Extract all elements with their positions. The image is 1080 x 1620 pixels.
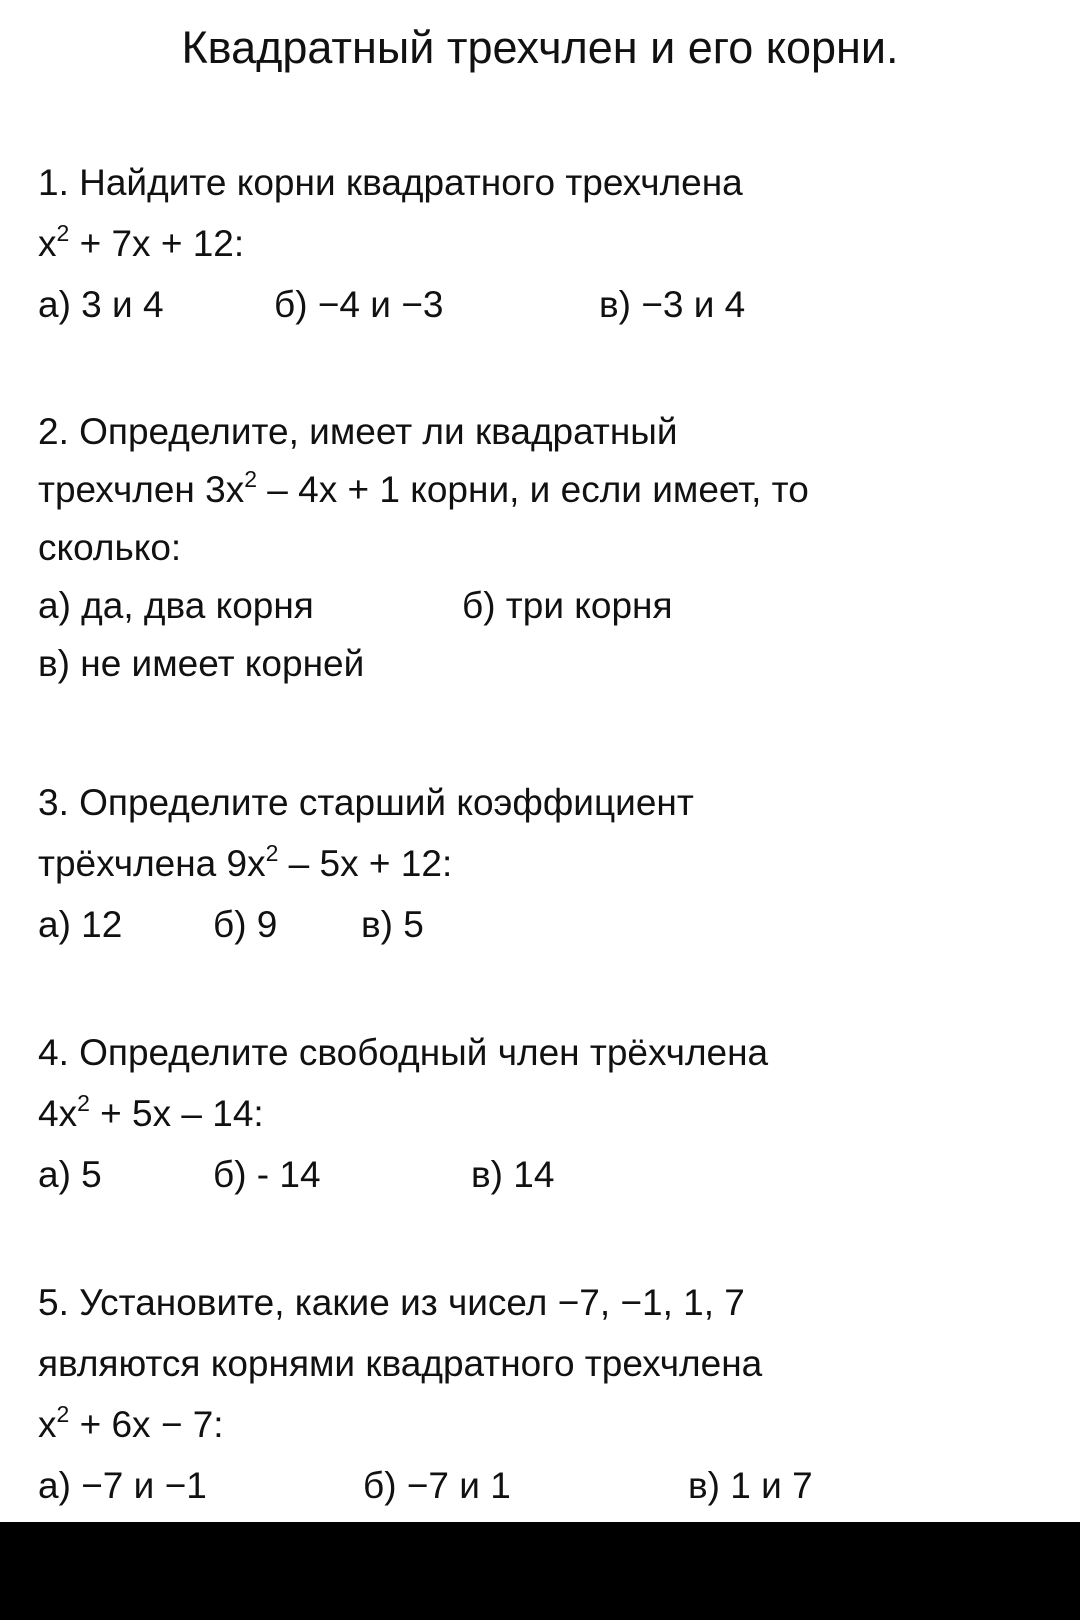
question-4 bbox=[38, 1022, 1068, 1205]
question-2-options-row2 bbox=[38, 635, 1068, 693]
question-1 bbox=[38, 152, 1068, 335]
option-a: а) 3 и 4 bbox=[38, 284, 164, 325]
option-c: в) не имеет корней bbox=[38, 643, 365, 684]
question-3-text: 3. Определите старший коэффициент bbox=[38, 782, 694, 823]
page-title: Квадратный трехчлен и его корни. bbox=[181, 22, 899, 73]
question-2 bbox=[38, 403, 1068, 693]
option-b: б) −7 и 1 bbox=[363, 1465, 511, 1506]
expr-exponent: 2 bbox=[56, 220, 70, 246]
bottom-black-bar bbox=[0, 1522, 1080, 1620]
question-3-text-line2 bbox=[38, 833, 1068, 894]
question-2-text-line3: сколько: bbox=[38, 527, 182, 568]
expr-base: 4x bbox=[38, 1093, 78, 1134]
question-4-text: 4. Определите свободный член трёхчлена bbox=[38, 1032, 769, 1073]
expr-rest: + 7x + 12: bbox=[69, 223, 245, 264]
question-3 bbox=[38, 772, 1068, 955]
text-fragment: трёхчлена 9x bbox=[38, 843, 266, 884]
expr-rest: + 5x – 14: bbox=[89, 1093, 264, 1134]
question-4-options bbox=[38, 1144, 1068, 1205]
question-5 bbox=[38, 1272, 1068, 1516]
expr-exponent: 2 bbox=[77, 1090, 90, 1116]
option-a: а) 5 bbox=[38, 1154, 102, 1195]
text-fragment: – 5x + 12: bbox=[278, 843, 453, 884]
option-a: а) 12 bbox=[38, 904, 123, 945]
expr-exponent: 2 bbox=[265, 840, 279, 866]
option-c: в) 5 bbox=[361, 904, 424, 945]
option-b: б) −4 и −3 bbox=[274, 284, 444, 325]
option-c: в) 14 bbox=[471, 1154, 555, 1195]
question-1-text: 1. Найдите корни квадратного трехчлена bbox=[38, 162, 743, 203]
option-b: б) три корня bbox=[462, 585, 673, 626]
question-2-options-row1 bbox=[38, 577, 1068, 635]
expr-base: x bbox=[38, 1404, 57, 1445]
option-b: б) - 14 bbox=[213, 1154, 321, 1195]
option-c: в) −3 и 4 bbox=[599, 284, 746, 325]
question-1-options bbox=[38, 274, 1068, 335]
question-5-expression bbox=[38, 1394, 1068, 1455]
text-fragment: трехчлен 3x bbox=[38, 469, 245, 510]
question-5-text: 5. Установите, какие из чисел −7, −1, 1, 7 bbox=[38, 1282, 745, 1323]
option-a: а) да, два корня bbox=[38, 585, 314, 626]
question-2-text: 2. Определите, имеет ли квадратный bbox=[38, 411, 678, 452]
option-a: а) −7 и −1 bbox=[38, 1465, 207, 1506]
option-b: б) 9 bbox=[213, 904, 278, 945]
question-5-options bbox=[38, 1455, 1068, 1516]
expr-exponent: 2 bbox=[244, 466, 258, 492]
question-4-expression bbox=[38, 1083, 1068, 1144]
expr-exponent: 2 bbox=[56, 1401, 70, 1427]
question-3-options bbox=[38, 894, 1068, 955]
expr-rest: + 6x − 7: bbox=[69, 1404, 224, 1445]
question-1-expression bbox=[38, 213, 1068, 274]
question-5-text-line2: являются корнями квадратного трехчлена bbox=[38, 1343, 763, 1384]
option-c: в) 1 и 7 bbox=[688, 1465, 813, 1506]
question-2-text-line2 bbox=[38, 461, 1068, 519]
text-fragment: – 4x + 1 корни, и если имеет, то bbox=[257, 469, 809, 510]
expr-base: x bbox=[38, 223, 57, 264]
